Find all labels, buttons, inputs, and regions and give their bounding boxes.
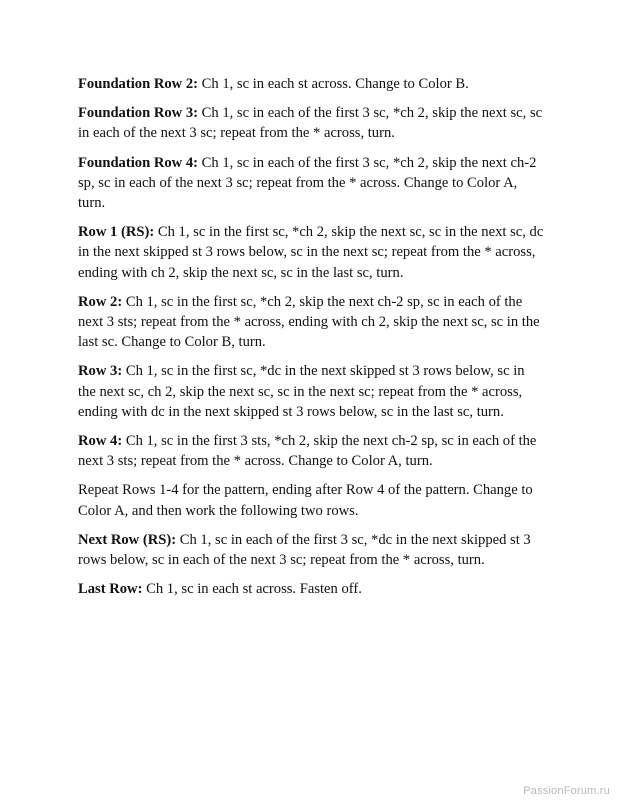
row-label: Foundation Row 4: xyxy=(78,154,199,171)
watermark: PassionForum.ru xyxy=(523,785,610,797)
row-text: Ch 1, sc in the first sc, *dc in the next skipped st 3 rows below, sc in the next sc, ch 2, skip the next sc, sc in the next sc; repeat from the * across, ending with dc in the next skipped st 3 rows below, sc in the last sc, turn. xyxy=(78,363,525,420)
row-label: Foundation Row 3: xyxy=(78,105,199,122)
instruction-row-2 xyxy=(78,292,544,353)
row-label: Last Row: xyxy=(78,581,143,598)
row-text: Ch 1, sc in each st across. Fasten off. xyxy=(142,581,362,598)
row-text: Ch 1, sc in each of the first 3 sc, *dc in the next skipped st 3 rows below, sc in each of the next 3 sc; repeat from the * across, turn. xyxy=(78,531,531,569)
row-label: Row 4: xyxy=(78,433,123,450)
instruction-foundation-row-2 xyxy=(78,74,544,94)
row-label: Row 1 (RS): xyxy=(78,224,155,241)
row-text: Ch 1, sc in the first sc, *ch 2, skip the next sc, sc in the next sc, dc in the next skipped st 3 rows below, sc in the next sc; repeat from the * across, ending with ch 2, skip the next sc, sc in the last sc, turn. xyxy=(78,224,544,281)
instruction-row-1 xyxy=(78,222,544,283)
instruction-foundation-row-4 xyxy=(78,153,544,214)
row-text: Repeat Rows 1-4 for the pattern, ending after Row 4 of the pattern. Change to Color A, and then work the following two rows. xyxy=(78,482,533,519)
instruction-row-4 xyxy=(78,431,544,471)
instruction-repeat-note xyxy=(78,480,544,520)
row-label: Row 3: xyxy=(78,363,123,380)
instruction-next-row xyxy=(78,530,544,570)
row-text: Ch 1, sc in each st across. Change to Color B. xyxy=(198,76,469,92)
instruction-last-row xyxy=(78,579,544,599)
row-label: Row 2: xyxy=(78,293,123,310)
row-label: Foundation Row 2: xyxy=(78,76,199,92)
row-text: Ch 1, sc in each of the first 3 sc, *ch 2, skip the next ch-2 sp, sc in each of the next 3 sc; repeat from the * across. Change to Color A, turn. xyxy=(78,154,537,212)
row-label: Next Row (RS): xyxy=(78,531,177,548)
pattern-instructions xyxy=(78,74,544,608)
row-text: Ch 1, sc in each of the first 3 sc, *ch 2, skip the next sc, sc in each of the next 3 sc; repeat from the * across, turn. xyxy=(78,105,543,142)
row-text: Ch 1, sc in the first 3 sts, *ch 2, skip the next ch-2 sp, sc in each of the next 3 sts; repeat from the * across. Change to Color A, turn. xyxy=(78,433,537,470)
instruction-foundation-row-3 xyxy=(78,103,544,143)
instruction-row-3 xyxy=(78,361,544,422)
row-text: Ch 1, sc in the first sc, *ch 2, skip the next ch-2 sp, sc in each of the next 3 sts; repeat from the * across, ending with ch 2, skip the next sc, sc in the last sc. Change to Color B, turn. xyxy=(78,293,540,351)
